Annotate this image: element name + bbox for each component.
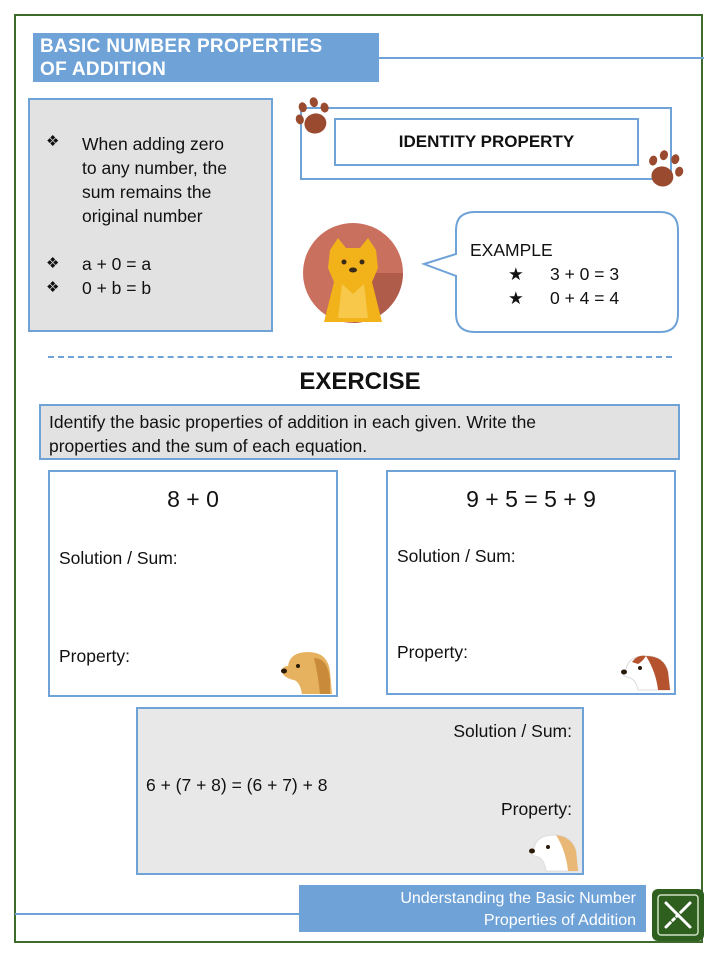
- diamond-bullet-icon: ❖: [46, 133, 60, 150]
- definition-box: [28, 98, 273, 332]
- definition-text: When adding zero to any number, the sum remains the original number: [82, 134, 227, 226]
- brand-logo-icon: [652, 889, 704, 941]
- formula-item: [30, 254, 151, 275]
- formula-text: 0 + b = b: [82, 278, 152, 298]
- solution-label: Solution / Sum:: [59, 548, 178, 568]
- formula-text: a + 0 = a: [82, 254, 152, 274]
- definition-bullet: [30, 132, 260, 228]
- property-title: IDENTITY PROPERTY: [334, 118, 639, 166]
- property-label: Property:: [59, 646, 130, 666]
- cat-avatar-icon: [302, 222, 404, 324]
- problem-box-1: [48, 470, 338, 697]
- footer-rule: [15, 913, 299, 915]
- solution-label: Solution / Sum:: [453, 721, 572, 741]
- property-label: Property:: [397, 642, 468, 662]
- star-icon: ★: [508, 264, 524, 284]
- paw-print-icon: [284, 97, 334, 141]
- formula-item: [30, 278, 151, 299]
- worksheet-title: BASIC NUMBER PROPERTIES OF ADDITION: [33, 33, 379, 82]
- dog-icon: [280, 644, 336, 696]
- dog-icon: [620, 648, 674, 692]
- problem-box-3: [136, 707, 584, 875]
- exercise-title: EXERCISE: [299, 368, 421, 395]
- example-item: ★ 0 + 4 = 4: [508, 288, 620, 308]
- section-divider: [48, 356, 672, 358]
- diamond-bullet-icon: ❖: [46, 279, 60, 296]
- paw-print-icon: [644, 150, 694, 192]
- title-rule: [379, 57, 704, 59]
- problem-equation: 8 + 0: [167, 486, 219, 512]
- example-item: ★ 3 + 0 = 3: [508, 264, 620, 284]
- property-label: Property:: [501, 799, 572, 819]
- solution-label: Solution / Sum:: [397, 546, 516, 566]
- star-icon: ★: [508, 288, 524, 308]
- dog-icon: [528, 827, 582, 873]
- problem-box-2: [386, 470, 676, 695]
- footer-title: Understanding the Basic Number Properties of Addition: [299, 885, 646, 932]
- exercise-instructions: Identify the basic properties of addition in each given. Write the properties and the sum of each equation.: [39, 404, 680, 460]
- example-label: EXAMPLE: [470, 240, 553, 260]
- diamond-bullet-icon: ❖: [46, 255, 60, 272]
- problem-equation: 9 + 5 = 5 + 9: [466, 486, 596, 512]
- problem-equation: 6 + (7 + 8) = (6 + 7) + 8: [146, 775, 328, 795]
